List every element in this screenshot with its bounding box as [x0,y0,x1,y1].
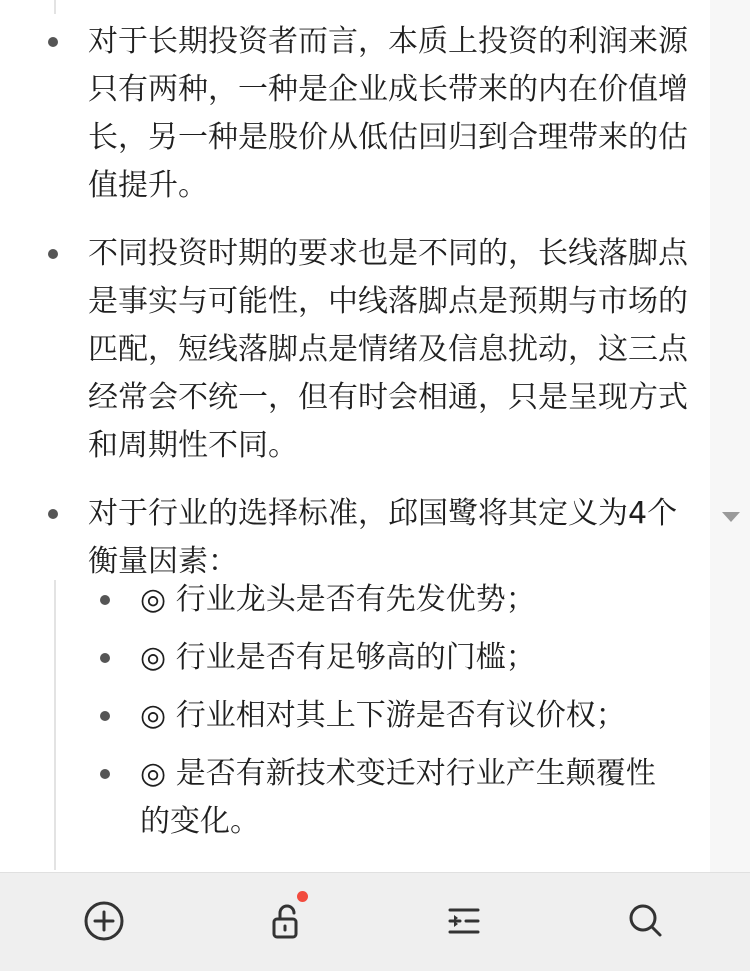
bullet-dot [48,249,58,259]
nested-list-wrap [0,576,700,856]
sliders-icon [442,899,486,943]
bullet-list [0,18,700,606]
bullet-dot [100,653,110,663]
bullet-item [0,18,688,210]
bullet-dot [48,509,58,519]
sub-bullet-item [0,750,680,846]
bullet-item [0,230,688,470]
format-button[interactable] [436,893,492,949]
sub-bullet-item [0,634,680,682]
sub-bullet-text: ◎ 行业龙头是否有先发优势； [140,582,536,617]
scroll-down-arrow-icon[interactable] [722,512,740,522]
bullet-dot [48,37,58,47]
sub-bullet-list [0,576,700,846]
add-button[interactable] [76,893,132,949]
bullet-text: 不同投资时期的要求也是不同的，长线落脚点是事实与可能性，中线落脚点是预期与市场的匹配，短线落脚点是情绪及信息扰动，这三点经常会不统一，但有时会相通，只是呈现方式和周期性不同。 [88,236,688,463]
bullet-item [0,490,688,586]
bullet-text: 对于长期投资者而言，本质上投资的利润来源只有两种，一种是企业成长带来的内在价值增长，另一种是股价从低估回归到合理带来的估值提升。 [88,24,688,203]
sub-bullet-text: ◎ 是否有新技术变迁对行业产生颠覆性的变化。 [140,756,656,839]
bullet-dot [100,595,110,605]
bullet-dot [100,769,110,779]
sub-bullet-item [0,692,680,740]
indent-guide-line [54,0,56,14]
bullet-text: 对于行业的选择标准，邱国鹭将其定义为4个衡量因素： [88,496,678,579]
bullet-dot [100,711,110,721]
plus-circle-icon [82,899,126,943]
sub-bullet-text: ◎ 行业是否有足够高的门槛； [140,640,536,675]
notification-badge [297,891,308,902]
sub-bullet-item [0,576,680,624]
sub-bullet-text: ◎ 行业相对其上下游是否有议价权； [140,698,626,733]
unlock-icon [264,899,308,943]
scrollbar-track[interactable] [710,0,750,872]
bottom-toolbar [0,872,750,971]
search-button[interactable] [618,893,674,949]
search-icon [624,899,668,943]
lock-button[interactable] [258,893,314,949]
